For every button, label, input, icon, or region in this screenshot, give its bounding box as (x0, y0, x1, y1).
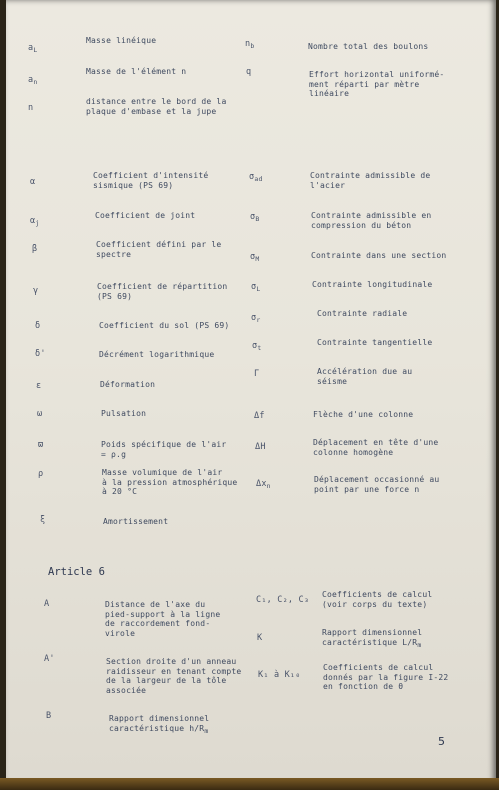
right-symbol-7: $\sigma_t$ (252, 341, 262, 352)
right-desc-11: Déplacement occasionné au point par une force n (314, 475, 440, 494)
left-symbol-6: γ (33, 286, 39, 296)
left-desc-13: Amortissement (103, 517, 169, 526)
right-symbol-1: q (246, 67, 252, 77)
right-symbol-5: $\sigma_L$ (251, 282, 261, 293)
right-desc-0: Nombre total des boulons (308, 42, 429, 51)
left-desc-5: Coefficient défini par le spectre (96, 240, 222, 259)
right-symbol-6: $\sigma_r$ (251, 313, 261, 324)
article-right-desc-0: Coefficients de calcul (voir corps du texte) (322, 590, 433, 609)
left-desc-12: Masse volumique de l'air à la pression atmosphérique à 20 °C (102, 468, 238, 496)
right-desc-3: Contrainte admissible en compression du béton (311, 211, 432, 230)
article-left-symbol-0: A (44, 599, 50, 609)
right-desc-2: Contrainte admissible de l'acier (310, 171, 431, 190)
left-symbol-8: δ' (35, 349, 46, 359)
right-desc-10: Déplacement en tête d'une colonne homogène (313, 438, 439, 457)
left-desc-6: Coefficient de répartition (PS 69) (97, 282, 228, 301)
left-symbol-9: ε (36, 381, 42, 391)
article-right-symbol-2: K₁ à K₁₀ (258, 670, 301, 680)
right-desc-6: Contrainte radiale (317, 309, 408, 318)
right-desc-1: Effort horizontal uniformé- ment réparti par mètre linéaire (309, 70, 445, 98)
section-heading: Article 6 (48, 566, 105, 578)
left-desc-9: Déformation (100, 380, 156, 389)
article-right-desc-1: Rapport dimensionnel caractéristique $L/R_m$ (322, 628, 423, 649)
right-desc-9: Flèche d'une colonne (313, 410, 414, 419)
article-left-desc-0: Distance de l'axe du pied-support à la ligne de raccordement fond- virole (105, 600, 221, 638)
article-right-symbol-1: K (257, 633, 263, 643)
left-symbol-10: ω (37, 409, 43, 419)
left-desc-2: distance entre le bord de la plaque d'embase et la jupe (86, 97, 227, 116)
article-left-desc-2: Rapport dimensionnel caractéristique $h/R_m$ (109, 714, 210, 735)
book-edge (0, 778, 499, 790)
left-symbol-11: ϖ (38, 440, 44, 450)
right-symbol-9: Δf (254, 411, 265, 421)
left-desc-10: Pulsation (101, 409, 147, 418)
left-desc-8: Décrément logarithmique (99, 350, 215, 359)
left-symbol-0: $a_L$ (28, 43, 38, 54)
left-symbol-12: ρ (38, 469, 44, 479)
right-desc-7: Contrainte tangentielle (317, 338, 433, 347)
right-symbol-2: $\sigma_{ad}$ (249, 172, 263, 183)
right-symbol-0: $n_b$ (245, 39, 255, 50)
right-symbol-4: $\sigma_M$ (250, 252, 260, 263)
left-desc-1: Masse de l'élément n (86, 67, 187, 76)
right-symbol-3: $\sigma_B$ (250, 212, 260, 223)
article-right-desc-2: Coefficients de calcul donnés par la figure I-22 en fonction de θ (323, 663, 449, 691)
left-desc-0: Masse linéique (86, 36, 157, 45)
left-symbol-5: β (32, 244, 38, 254)
article-right-symbol-0: C₁, C₂, C₃ (256, 595, 310, 605)
right-desc-8: Accélération due au séisme (317, 367, 413, 386)
article-left-symbol-2: B (46, 711, 52, 721)
right-symbol-11: $\Delta x_n$ (256, 479, 271, 490)
left-symbol-13: ξ (40, 515, 46, 525)
left-symbol-4: $\alpha_j$ (30, 216, 40, 227)
right-symbol-8: Γ (254, 369, 260, 379)
page-number: 5 (438, 735, 445, 748)
document-page (6, 0, 496, 784)
left-symbol-3: α (30, 177, 36, 187)
article-left-desc-1: Section droite d'un anneau raidisseur en tenant compte de la largeur de la tôle associée (106, 657, 242, 695)
left-symbol-1: $a_n$ (28, 75, 38, 86)
article-left-symbol-1: A' (44, 654, 55, 664)
left-symbol-2: n (28, 103, 34, 113)
left-symbol-7: δ (35, 321, 41, 331)
left-desc-4: Coefficient de joint (95, 211, 196, 220)
right-desc-5: Contrainte longitudinale (312, 280, 433, 289)
right-desc-4: Contrainte dans une section (311, 251, 447, 260)
right-symbol-10: ΔH (255, 442, 266, 452)
left-desc-7: Coefficient du sol (PS 69) (99, 321, 230, 330)
left-desc-3: Coefficient d'intensité sismique (PS 69) (93, 171, 209, 190)
left-desc-11: Poids spécifique de l'air = ρ.g (101, 440, 227, 459)
